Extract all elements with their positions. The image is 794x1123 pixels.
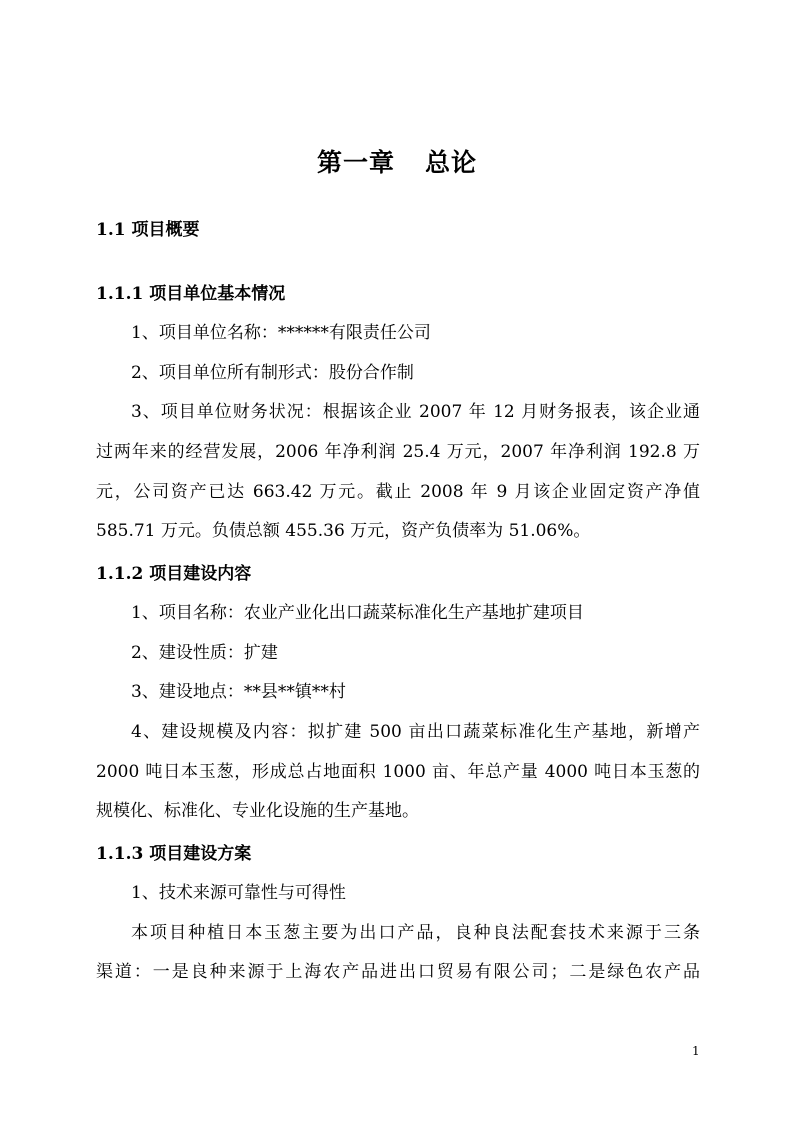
- paragraph-planting-line-1: 本项目种植日本玉葱主要为出口产品，良种良法配套技术来源于三条: [131, 923, 700, 943]
- paragraph-finance-line-1: 3、项目单位财务状况：根据该企业 2007 年 12 月财务报表，该企业通: [131, 402, 700, 422]
- paragraph-scale-line-3: 规模化、标准化、专业化设施的生产基地。: [96, 801, 419, 821]
- paragraph-finance-line-4: 585.71 万元。负债总额 455.36 万元，资产负债率为 51.06%。: [96, 521, 591, 541]
- paragraph-scale-line-2: 2000 吨日本玉葱，形成总占地面积 1000 亩、年总产量 4000 吨日本玉葱的: [96, 762, 700, 782]
- paragraph-construction-nature: 2、建设性质：扩建: [131, 643, 278, 663]
- section-heading-1-1-3: 1.1.3 项目建设方案: [96, 844, 252, 864]
- section-heading-1-1: 1.1 项目概要: [96, 220, 200, 240]
- chapter-name: 总论: [425, 148, 478, 177]
- paragraph-ownership: 2、项目单位所有制形式：股份合作制: [131, 363, 414, 383]
- chapter-title: [0, 143, 794, 179]
- paragraph-construction-site: 3、建设地点：**县**镇**村: [131, 682, 346, 702]
- chapter-number: 第一章: [316, 148, 395, 177]
- section-heading-1-1-1: 1.1.1 项目单位基本情况: [96, 284, 286, 304]
- paragraph-tech-source: 1、技术来源可靠性与可得性: [131, 883, 346, 903]
- paragraph-project-name: 1、项目名称：农业产业化出口蔬菜标准化生产基地扩建项目: [131, 603, 584, 623]
- section-heading-1-1-2: 1.1.2 项目建设内容: [96, 564, 252, 584]
- paragraph-scale-line-1: 4、建设规模及内容：拟扩建 500 亩出口蔬菜标准化生产基地，新增产: [131, 722, 700, 742]
- paragraph-finance-line-3: 元，公司资产已达 663.42 万元。截止 2008 年 9 月该企业固定资产净值: [96, 482, 700, 502]
- paragraph-finance-line-2: 过两年来的经营发展，2006 年净利润 25.4 万元，2007 年净利润 192.8 万: [96, 442, 700, 462]
- paragraph-planting-line-2: 渠道：一是良种来源于上海农产品进出口贸易有限公司；二是绿色农产品: [96, 962, 700, 982]
- page-number: 1: [692, 1044, 700, 1058]
- paragraph-unit-name: 1、项目单位名称：******有限责任公司: [131, 323, 431, 343]
